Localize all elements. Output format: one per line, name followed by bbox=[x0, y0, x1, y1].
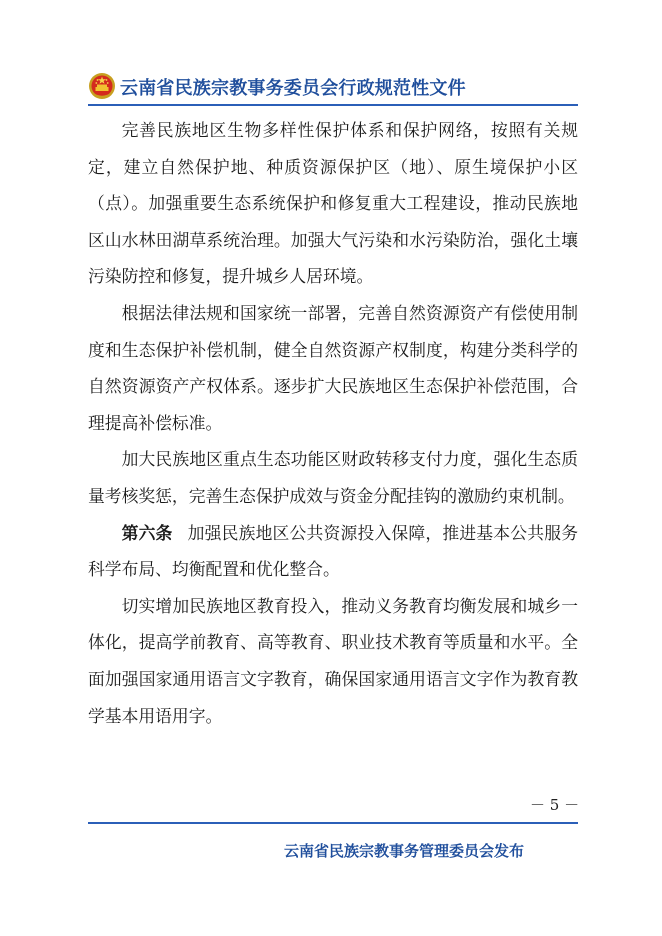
body-paragraph: 加大民族地区重点生态功能区财政转移支付力度，强化生态质量考核奖惩，完善生态保护成效与资金分配挂钩的激励约束机制。 bbox=[88, 449, 578, 506]
body-paragraph: 完善民族地区生物多样性保护体系和保护网络，按照有关规定，建立自然保护地、种质资源保护区（地）、原生境保护小区（点）。加强重要生态系统保护和修复重大工程建设，推动民族地区山水林田湖草系统治理。加强大气污染和水污染防治，强化土壤污染防控和修复，提升城乡人居环境。 bbox=[88, 120, 578, 287]
article-text: 加强民族地区公共资源投入保障，推进基本公共服务科学布局、均衡配置和优化整合。 bbox=[88, 522, 578, 580]
article-paragraph bbox=[88, 515, 578, 588]
document-body bbox=[88, 112, 578, 734]
article-number: 第六条 bbox=[121, 522, 173, 543]
header-divider bbox=[88, 104, 578, 106]
body-paragraph: 根据法律法规和国家统一部署，完善自然资源资产有偿使用制度和生态保护补偿机制，健全自然资源产权制度，构建分类科学的自然资源资产产权体系。逐步扩大民族地区生态保护补偿范围，合理提高补偿标准。 bbox=[88, 302, 578, 433]
header-title: 云南省民族宗教事务委员会行政规范性文件 bbox=[120, 78, 466, 99]
footer-divider bbox=[88, 822, 578, 824]
document-header bbox=[88, 70, 578, 106]
body-paragraph: 切实增加民族地区教育投入，推动义务教育均衡发展和城乡一体化，提高学前教育、高等教育、职业技术教育等质量和水平。全面加强国家通用语言文字教育，确保国家通用语言文字作为教育教学基本用语用字。 bbox=[88, 595, 578, 726]
national-emblem-icon bbox=[88, 72, 116, 100]
footer-publisher: 云南省民族宗教事务管理委员会发布 bbox=[284, 842, 525, 860]
page-number: － 5 － bbox=[530, 796, 580, 814]
